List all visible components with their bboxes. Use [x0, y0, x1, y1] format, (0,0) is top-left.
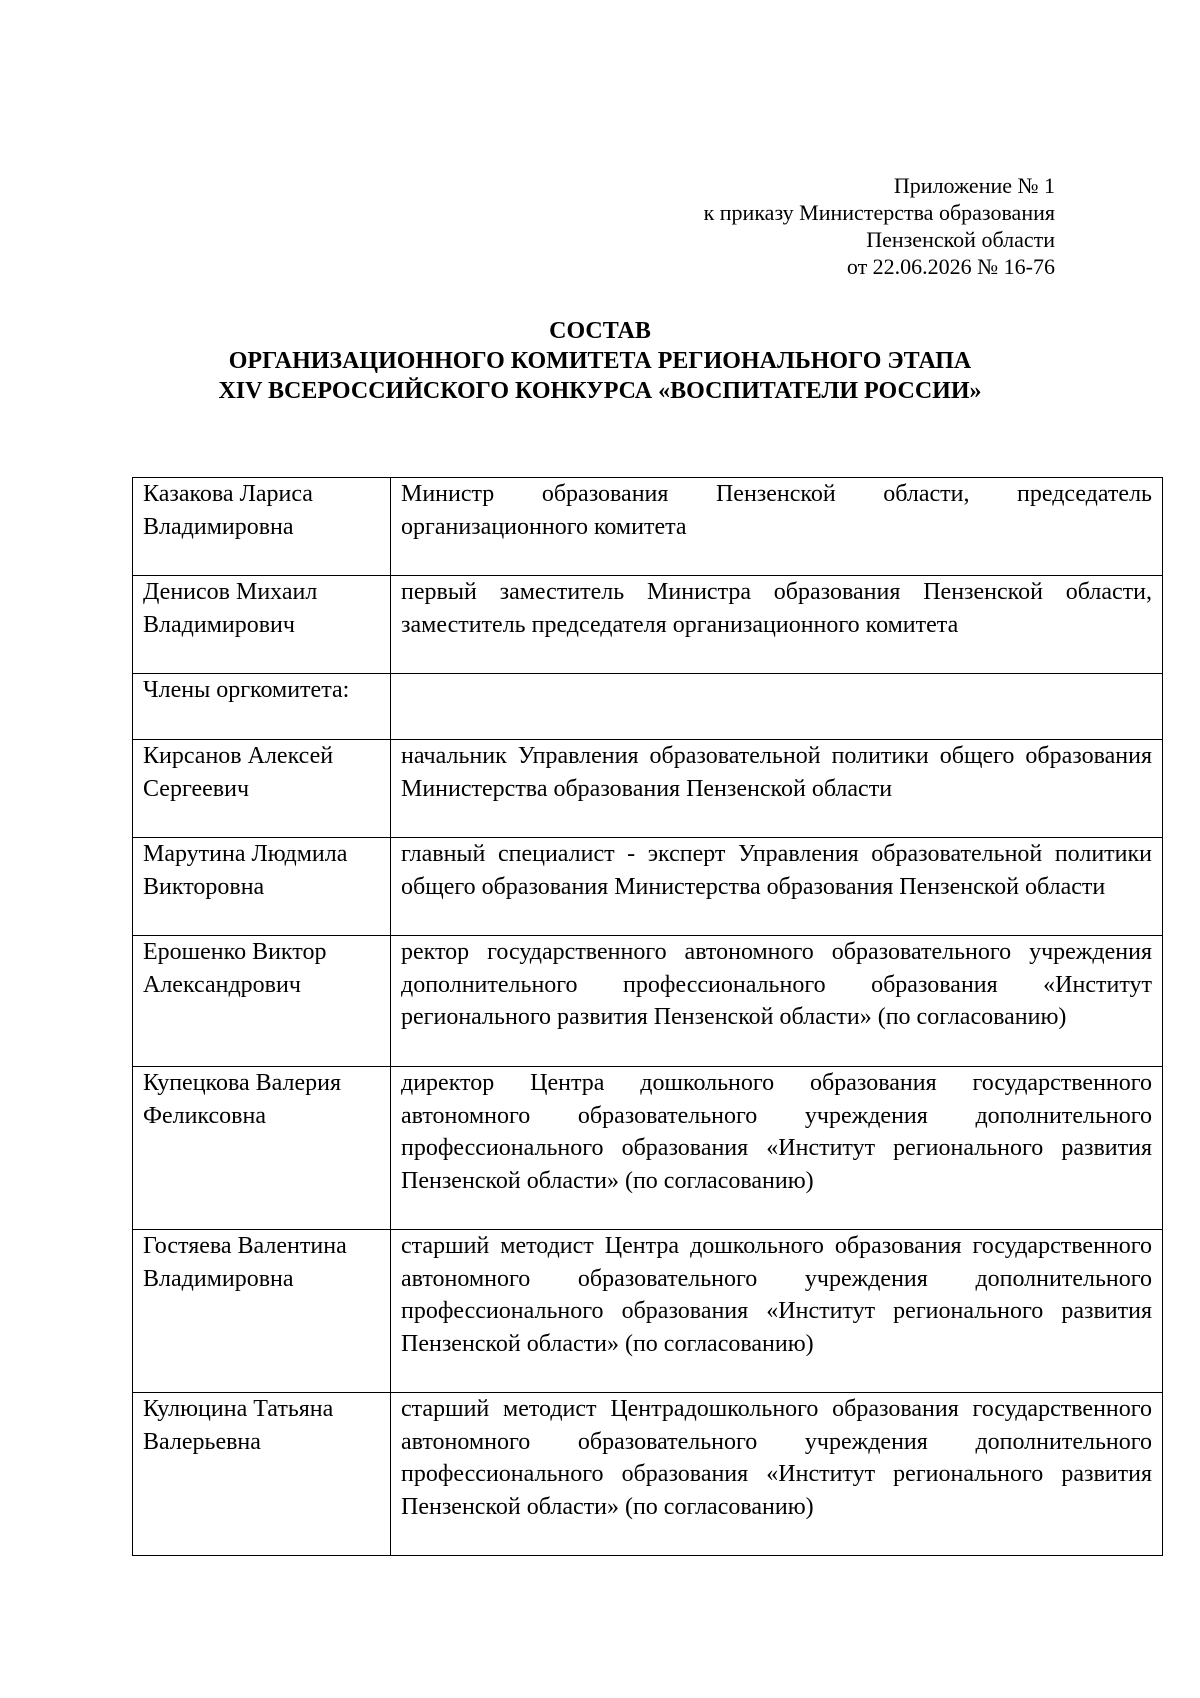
member-name: Денисов Михаил Владимирович — [133, 576, 391, 674]
members-group-label: Члены оргкомитета: — [133, 674, 391, 740]
member-role: начальник Управления образовательной политики общего образования Министерства образования Пензенской области — [391, 740, 1163, 838]
document-heading — [0, 316, 1200, 406]
member-name: Кирсанов Алексей Сергеевич — [133, 740, 391, 838]
member-name: Ерошенко Виктор Александрович — [133, 936, 391, 1067]
member-name: Марутина Людмила Викторовна — [133, 838, 391, 936]
member-role: старший методист Центрадошкольного образования государственного автономного образовательного учреждения дополнительного профессионального образования «Институт регионального развития Пензенской области» (по согласованию) — [391, 1393, 1163, 1556]
member-role: директор Центра дошкольного образования государственного автономного образовательного учреждения дополнительного профессионального образования «Институт регионального развития Пензенской области» (по согласованию) — [391, 1067, 1163, 1230]
heading-title: СОСТАВ — [549, 318, 651, 344]
table-row — [133, 1067, 1163, 1230]
table-row — [133, 576, 1163, 674]
table-row — [133, 1393, 1163, 1556]
heading-subtitle-2: XIV ВСЕРОССИЙСКОГО КОНКУРСА «ВОСПИТАТЕЛИ РОССИИ» — [218, 378, 982, 404]
heading-subtitle-1: ОРГАНИЗАЦИОННОГО КОМИТЕТА РЕГИОНАЛЬНОГО ЭТАПА — [228, 348, 972, 374]
committee-table — [132, 477, 1163, 1556]
table-row — [133, 674, 1163, 740]
table-row — [133, 740, 1163, 838]
appendix-order-ref: к приказу Министерства образования — [703, 200, 1055, 225]
appendix-reference — [704, 172, 1055, 280]
appendix-region: Пензенской области — [866, 227, 1055, 252]
member-role: главный специалист - эксперт Управления образовательной политики общего образования Министерства образования Пензенской области — [391, 838, 1163, 936]
table-row — [133, 838, 1163, 936]
member-role: Министр образования Пензенской области, председатель организационного комитета — [391, 478, 1163, 576]
appendix-date-number: от 22.06.2026 № 16-76 — [846, 254, 1055, 279]
member-role — [391, 674, 1163, 740]
member-name: Казакова Лариса Владимировна — [133, 478, 391, 576]
member-name: Гостяева Валентина Владимировна — [133, 1230, 391, 1393]
member-role: старший методист Центра дошкольного образования государственного автономного образовательного учреждения дополнительного профессионального образования «Институт регионального развития Пензенской области» (по согласованию) — [391, 1230, 1163, 1393]
member-role: ректор государственного автономного образовательного учреждения дополнительного профессионального образования «Институт регионального развития Пензенской области» (по согласованию) — [391, 936, 1163, 1067]
appendix-number: Приложение № 1 — [893, 173, 1055, 198]
member-name: Кулюцина Татьяна Валерьевна — [133, 1393, 391, 1556]
member-role: первый заместитель Министра образования Пензенской области, заместитель председателя организационного комитета — [391, 576, 1163, 674]
table-row — [133, 1230, 1163, 1393]
table-row — [133, 936, 1163, 1067]
table-row — [133, 478, 1163, 576]
member-name: Купецкова Валерия Феликсовна — [133, 1067, 391, 1230]
